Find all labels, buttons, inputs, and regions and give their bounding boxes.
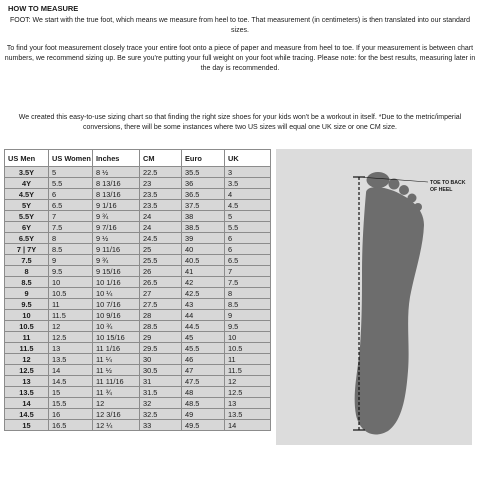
cell-cm: 22.5 [140, 167, 182, 178]
cell-euro: 49 [182, 409, 225, 420]
cell-us-women: 14 [49, 365, 93, 376]
cell-us-women: 8 [49, 233, 93, 244]
cell-inches: 9 1/16 [93, 200, 140, 211]
cell-euro: 44 [182, 310, 225, 321]
table-row [5, 222, 271, 233]
cell-cm: 26.5 [140, 277, 182, 288]
cell-uk: 4 [225, 189, 271, 200]
cell-inches: 12 [93, 398, 140, 409]
cell-inches: 11 ¾ [93, 387, 140, 398]
table-row [5, 277, 271, 288]
cell-us-women: 8.5 [49, 244, 93, 255]
cell-cm: 28 [140, 310, 182, 321]
cell-uk: 6 [225, 233, 271, 244]
table-row [5, 299, 271, 310]
cell-euro: 37.5 [182, 200, 225, 211]
cell-us-women: 12 [49, 321, 93, 332]
table-row [5, 189, 271, 200]
cell-cm: 32.5 [140, 409, 182, 420]
cell-uk: 7.5 [225, 277, 271, 288]
cell-inches: 10 15/16 [93, 332, 140, 343]
table-row [5, 398, 271, 409]
cell-us-women: 10.5 [49, 288, 93, 299]
table-row [5, 288, 271, 299]
cell-cm: 25 [140, 244, 182, 255]
cell-euro: 49.5 [182, 420, 225, 431]
cell-inches: 9 ½ [93, 233, 140, 244]
cell-us-men: 10 [5, 310, 49, 321]
cell-cm: 30.5 [140, 365, 182, 376]
cell-us-women: 9 [49, 255, 93, 266]
cell-us-men: 7.5 [5, 255, 49, 266]
cell-euro: 39 [182, 233, 225, 244]
col-header-us-men: US Men [5, 150, 49, 167]
cell-us-women: 6 [49, 189, 93, 200]
cell-inches: 9 ¾ [93, 211, 140, 222]
cell-euro: 42.5 [182, 288, 225, 299]
cell-inches: 11 1/16 [93, 343, 140, 354]
cell-euro: 38 [182, 211, 225, 222]
cell-euro: 46 [182, 354, 225, 365]
cell-euro: 43 [182, 299, 225, 310]
cell-inches: 11 ½ [93, 365, 140, 376]
cell-us-women: 14.5 [49, 376, 93, 387]
cell-uk: 10 [225, 332, 271, 343]
big-toe [367, 172, 390, 188]
table-row [5, 255, 271, 266]
label-line: TOE TO BACK OF HEEL [430, 180, 466, 193]
cell-us-men: 9 [5, 288, 49, 299]
cell-uk: 5 [225, 211, 271, 222]
cell-inches: 10 7/16 [93, 299, 140, 310]
cell-euro: 41 [182, 266, 225, 277]
cell-inches: 12 ¼ [93, 420, 140, 431]
cell-uk: 12.5 [225, 387, 271, 398]
cell-us-men: 13.5 [5, 387, 49, 398]
cell-euro: 35.5 [182, 167, 225, 178]
table-row [5, 200, 271, 211]
table-row [5, 244, 271, 255]
cell-euro: 48.5 [182, 398, 225, 409]
cell-us-women: 9.5 [49, 266, 93, 277]
cell-us-women: 7 [49, 211, 93, 222]
col-header-uk: UK [225, 150, 271, 167]
table-body [5, 167, 271, 431]
cell-uk: 9.5 [225, 321, 271, 332]
cell-euro: 48 [182, 387, 225, 398]
cell-cm: 29.5 [140, 343, 182, 354]
table-row [5, 376, 271, 387]
cell-us-men: 9.5 [5, 299, 49, 310]
cell-inches: 10 1/16 [93, 277, 140, 288]
cell-us-men: 14.5 [5, 409, 49, 420]
cell-us-men: 6.5Y [5, 233, 49, 244]
cell-us-women: 15 [49, 387, 93, 398]
cell-cm: 23 [140, 178, 182, 189]
cell-uk: 3 [225, 167, 271, 178]
cell-euro: 40 [182, 244, 225, 255]
cell-us-men: 5.5Y [5, 211, 49, 222]
cell-us-women: 5.5 [49, 178, 93, 189]
cell-us-men: 3.5Y [5, 167, 49, 178]
cell-euro: 38.5 [182, 222, 225, 233]
cell-us-women: 16.5 [49, 420, 93, 431]
cell-inches: 8 13/16 [93, 178, 140, 189]
cell-euro: 47.5 [182, 376, 225, 387]
table-row [5, 409, 271, 420]
table-row [5, 321, 271, 332]
cell-us-men: 15 [5, 420, 49, 431]
third-toe [399, 185, 409, 195]
cell-us-women: 13.5 [49, 354, 93, 365]
cell-inches: 8 13/16 [93, 189, 140, 200]
cell-cm: 24 [140, 211, 182, 222]
cell-inches: 9 15/16 [93, 266, 140, 277]
cell-us-men: 12.5 [5, 365, 49, 376]
cell-inches: 9 11/16 [93, 244, 140, 255]
table-row [5, 167, 271, 178]
cell-inches: 9 ¾ [93, 255, 140, 266]
cell-euro: 47 [182, 365, 225, 376]
cell-inches: 8 ½ [93, 167, 140, 178]
cell-uk: 9 [225, 310, 271, 321]
col-header-inches: Inches [93, 150, 140, 167]
cell-inches: 10 ¾ [93, 321, 140, 332]
cell-us-men: 11.5 [5, 343, 49, 354]
table-row [5, 387, 271, 398]
cell-inches: 10 ¼ [93, 288, 140, 299]
cell-us-men: 11 [5, 332, 49, 343]
cell-cm: 27.5 [140, 299, 182, 310]
cell-us-men: 4Y [5, 178, 49, 189]
col-header-euro: Euro [182, 150, 225, 167]
cell-us-men: 4.5Y [5, 189, 49, 200]
cell-us-women: 10 [49, 277, 93, 288]
cell-cm: 32 [140, 398, 182, 409]
cell-us-men: 6Y [5, 222, 49, 233]
cell-inches: 9 7/16 [93, 222, 140, 233]
cell-cm: 29 [140, 332, 182, 343]
cell-us-women: 11.5 [49, 310, 93, 321]
cell-euro: 36.5 [182, 189, 225, 200]
cell-uk: 8.5 [225, 299, 271, 310]
cell-uk: 7 [225, 266, 271, 277]
cell-cm: 31 [140, 376, 182, 387]
cell-cm: 25.5 [140, 255, 182, 266]
cell-euro: 36 [182, 178, 225, 189]
cell-us-men: 5Y [5, 200, 49, 211]
cell-us-men: 8 [5, 266, 49, 277]
cell-us-women: 6.5 [49, 200, 93, 211]
foot-sole [355, 187, 424, 434]
cell-uk: 4.5 [225, 200, 271, 211]
cell-us-women: 12.5 [49, 332, 93, 343]
foot-illustration [276, 149, 472, 445]
cell-euro: 44.5 [182, 321, 225, 332]
cell-us-women: 5 [49, 167, 93, 178]
col-header-us-women: US Women [49, 150, 93, 167]
cell-cm: 31.5 [140, 387, 182, 398]
cell-inches: 10 9/16 [93, 310, 140, 321]
table-row [5, 420, 271, 431]
cell-uk: 6 [225, 244, 271, 255]
cell-uk: 6.5 [225, 255, 271, 266]
cell-cm: 24 [140, 222, 182, 233]
intro-paragraph: FOOT: We start with the true foot, which means we measure from heel to toe. That measurement (in centimeters) is then translated into our standard sizes. [9, 17, 470, 34]
cell-uk: 5.5 [225, 222, 271, 233]
cell-inches: 11 11/16 [93, 376, 140, 387]
table-row [5, 233, 271, 244]
instructions-paragraph: To find your foot measurement closely trace your entire foot onto a piece of paper and measure from heel to toe. If your measurement is between chart numbers, we recommend sizing up. Be sure you're putting your full weight on your foot while tracing. Please note: for the best results, measuring later in the day is recommended. [4, 45, 476, 72]
table-header-row [5, 150, 271, 167]
cell-cm: 26 [140, 266, 182, 277]
table-row [5, 354, 271, 365]
cell-inches: 11 ¼ [93, 354, 140, 365]
cell-us-women: 15.5 [49, 398, 93, 409]
cell-cm: 23.5 [140, 189, 182, 200]
cell-uk: 12 [225, 376, 271, 387]
cell-uk: 13 [225, 398, 271, 409]
cell-us-men: 13 [5, 376, 49, 387]
cell-us-men: 8.5 [5, 277, 49, 288]
table-row [5, 365, 271, 376]
cell-euro: 40.5 [182, 255, 225, 266]
toe-to-heel-label [430, 180, 470, 193]
cell-us-men: 14 [5, 398, 49, 409]
cell-uk: 14 [225, 420, 271, 431]
cell-uk: 10.5 [225, 343, 271, 354]
cell-us-women: 11 [49, 299, 93, 310]
cell-inches: 12 3/16 [93, 409, 140, 420]
foot-silhouette [355, 172, 424, 434]
table-row [5, 343, 271, 354]
table-row [5, 332, 271, 343]
cell-euro: 45 [182, 332, 225, 343]
cell-uk: 11 [225, 354, 271, 365]
cell-cm: 28.5 [140, 321, 182, 332]
table-row [5, 310, 271, 321]
cell-cm: 24.5 [140, 233, 182, 244]
page-title: HOW TO MEASURE [8, 4, 79, 13]
table-row [5, 211, 271, 222]
cell-us-men: 10.5 [5, 321, 49, 332]
cell-euro: 45.5 [182, 343, 225, 354]
size-chart-table [4, 149, 271, 431]
cell-cm: 27 [140, 288, 182, 299]
cell-uk: 3.5 [225, 178, 271, 189]
conversion-note-paragraph: We created this easy-to-use sizing chart so that finding the right size shoes for your kids won't be a workout in itself. *Due to the metric/imperial conversions, there will be some instances where two US sizes will equal one UK size or one CM size. [18, 114, 462, 131]
cell-us-women: 16 [49, 409, 93, 420]
col-header-cm: CM [140, 150, 182, 167]
table-row [5, 178, 271, 189]
cell-euro: 42 [182, 277, 225, 288]
foot-measurement-diagram [276, 149, 472, 445]
cell-cm: 30 [140, 354, 182, 365]
second-toe [389, 179, 400, 190]
cell-us-men: 7 | 7Y [5, 244, 49, 255]
cell-uk: 13.5 [225, 409, 271, 420]
cell-us-women: 13 [49, 343, 93, 354]
cell-cm: 23.5 [140, 200, 182, 211]
cell-us-men: 12 [5, 354, 49, 365]
cell-cm: 33 [140, 420, 182, 431]
table-row [5, 266, 271, 277]
cell-uk: 11.5 [225, 365, 271, 376]
cell-us-women: 7.5 [49, 222, 93, 233]
cell-uk: 8 [225, 288, 271, 299]
